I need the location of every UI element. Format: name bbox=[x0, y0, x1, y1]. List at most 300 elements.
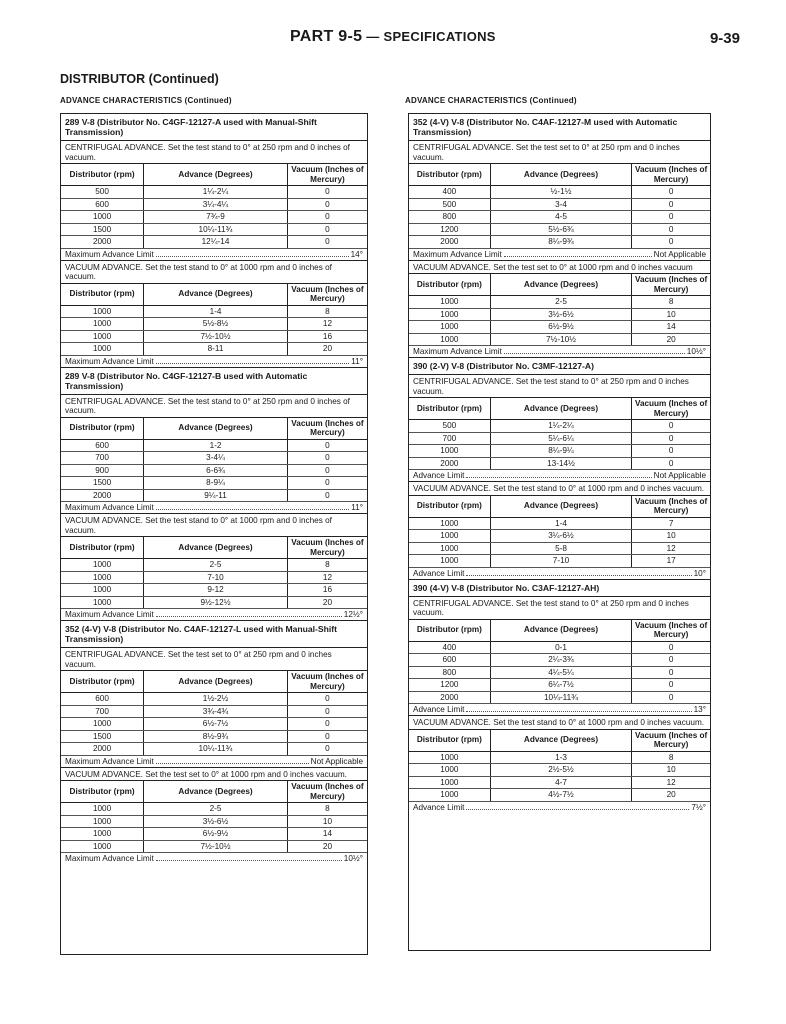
advance-cell: 1-2 bbox=[144, 439, 288, 452]
vacuum-header: Vacuum (Inches of Mercury) bbox=[632, 729, 710, 751]
table-header-row bbox=[409, 164, 710, 186]
subsection-instructions: CENTRIFUGAL ADVANCE. Set the test stand to 0° at 250 rpm and 0 inches of vacuum. bbox=[65, 143, 350, 162]
subsection-instructions: CENTRIFUGAL ADVANCE. Set the test set to 0° at 250 rpm and 0 inches vacuum. bbox=[413, 143, 680, 162]
vacuum-cell: 0 bbox=[287, 236, 367, 249]
advance-cell: 10¼-11¾ bbox=[144, 743, 288, 756]
distributor-rpm-header: Distributor (rpm) bbox=[61, 417, 144, 439]
table-row bbox=[61, 236, 367, 249]
advance-cell: 7-10 bbox=[144, 571, 288, 584]
advance-limit-value: Not Applicable bbox=[310, 756, 363, 766]
spec-block bbox=[61, 620, 367, 864]
rpm-cell: 2000 bbox=[409, 457, 490, 470]
spec-block bbox=[409, 114, 710, 357]
advance-cell: 4¼-5¼ bbox=[490, 666, 631, 679]
section-title: DISTRIBUTOR (Continued) bbox=[60, 72, 219, 86]
rpm-cell: 800 bbox=[409, 666, 490, 679]
rpm-cell: 1000 bbox=[61, 815, 144, 828]
vacuum-cell: 0 bbox=[287, 439, 367, 452]
spec-block-title: 289 V-8 (Distributor No. C4GF-12127-A used with Manual-Shift Transmission) bbox=[61, 114, 367, 141]
advance-cell: 0-1 bbox=[490, 641, 631, 654]
vacuum-cell: 14 bbox=[632, 321, 710, 334]
table-row bbox=[409, 223, 710, 236]
vacuum-cell: 0 bbox=[287, 186, 367, 199]
rpm-cell: 1000 bbox=[409, 542, 490, 555]
advance-limit-row bbox=[61, 609, 367, 620]
spec-block-title: 352 (4-V) V-8 (Distributor No. C4AF-12127-L used with Manual-Shift Transmission) bbox=[61, 621, 367, 648]
advance-cell: 9¼-11 bbox=[144, 489, 288, 502]
advance-cell: 2-5 bbox=[490, 296, 631, 309]
rpm-cell: 1000 bbox=[61, 211, 144, 224]
advance-cell: 5½-8½ bbox=[144, 318, 288, 331]
subsection-instructions: VACUUM ADVANCE. Set the test set to 0° at 1000 rpm and 0 inches vacuum bbox=[413, 262, 693, 272]
leader-dots bbox=[466, 704, 691, 712]
rpm-cell: 1000 bbox=[409, 517, 490, 530]
table-row bbox=[61, 559, 367, 572]
advance-cell: 5½-6¾ bbox=[490, 223, 631, 236]
advance-degrees-header: Advance (Degrees) bbox=[490, 729, 631, 751]
advance-table bbox=[409, 397, 710, 470]
distributor-rpm-header: Distributor (rpm) bbox=[61, 537, 144, 559]
right-spec-column bbox=[408, 113, 711, 951]
distributor-rpm-header: Distributor (rpm) bbox=[409, 164, 490, 186]
advance-cell: 1½-2½ bbox=[144, 693, 288, 706]
advance-limit-label: Advance Limit bbox=[413, 705, 465, 714]
advance-limit-value: 10° bbox=[693, 568, 706, 578]
table-row bbox=[61, 828, 367, 841]
table-header-row bbox=[61, 417, 367, 439]
advance-cell: 8-9¼ bbox=[144, 477, 288, 490]
advance-cell: 6½-7½ bbox=[144, 718, 288, 731]
rpm-cell: 700 bbox=[61, 452, 144, 465]
leader-dots bbox=[156, 609, 342, 617]
vacuum-cell: 8 bbox=[287, 305, 367, 318]
advance-limit-value: 10½° bbox=[686, 347, 706, 356]
advance-cell: 3½-6½ bbox=[144, 815, 288, 828]
vacuum-cell: 0 bbox=[632, 679, 710, 692]
table-row bbox=[409, 457, 710, 470]
table-row bbox=[409, 198, 710, 211]
table-row bbox=[409, 211, 710, 224]
rpm-cell: 1000 bbox=[409, 764, 490, 777]
advance-limit-label: Advance Limit bbox=[413, 471, 465, 480]
table-row bbox=[409, 186, 710, 199]
table-row bbox=[409, 517, 710, 530]
advance-limit-label: Maximum Advance Limit bbox=[413, 249, 502, 259]
rpm-cell: 1000 bbox=[61, 584, 144, 597]
advance-subsection bbox=[409, 260, 710, 358]
rpm-cell: 1000 bbox=[409, 789, 490, 802]
leader-dots bbox=[504, 249, 652, 257]
table-row bbox=[61, 318, 367, 331]
vacuum-cell: 0 bbox=[632, 198, 710, 211]
advance-limit-row bbox=[61, 249, 367, 260]
vacuum-cell: 0 bbox=[632, 641, 710, 654]
header-dash: — bbox=[362, 29, 384, 44]
vacuum-cell: 10 bbox=[287, 815, 367, 828]
vacuum-cell: 0 bbox=[287, 718, 367, 731]
advance-cell: 8¼-9¾ bbox=[490, 236, 631, 249]
spec-block-title: 390 (4-V) V-8 (Distributor No. C3AF-12127-AH) bbox=[409, 580, 710, 597]
rpm-cell: 500 bbox=[61, 186, 144, 199]
advance-subsection bbox=[61, 513, 367, 620]
table-row bbox=[61, 815, 367, 828]
advance-limit-label: Maximum Advance Limit bbox=[65, 854, 154, 863]
advance-table bbox=[61, 163, 367, 249]
vacuum-cell: 20 bbox=[632, 789, 710, 802]
table-row bbox=[409, 555, 710, 568]
advance-subsection bbox=[409, 141, 710, 260]
leader-dots bbox=[156, 853, 342, 861]
advance-cell: 12¼-14 bbox=[144, 236, 288, 249]
leader-dots bbox=[466, 470, 651, 478]
vacuum-cell: 10 bbox=[632, 308, 710, 321]
vacuum-header: Vacuum (Inches of Mercury) bbox=[287, 537, 367, 559]
advance-cell: 7½-10½ bbox=[144, 330, 288, 343]
table-header-row bbox=[409, 619, 710, 641]
distributor-rpm-header: Distributor (rpm) bbox=[61, 164, 144, 186]
advance-cell: 9-12 bbox=[144, 584, 288, 597]
rpm-cell: 1000 bbox=[409, 776, 490, 789]
rpm-cell: 1000 bbox=[61, 318, 144, 331]
rpm-cell: 2000 bbox=[409, 691, 490, 704]
advance-cell: 6½-9½ bbox=[490, 321, 631, 334]
vacuum-header: Vacuum (Inches of Mercury) bbox=[632, 274, 710, 296]
vacuum-header: Vacuum (Inches of Mercury) bbox=[287, 164, 367, 186]
advance-limit-label: Advance Limit bbox=[413, 568, 465, 578]
advance-limit-row bbox=[409, 802, 710, 813]
rpm-cell: 700 bbox=[61, 705, 144, 718]
vacuum-cell: 10 bbox=[632, 764, 710, 777]
header-title: SPECIFICATIONS bbox=[383, 29, 496, 44]
advance-subsection bbox=[409, 597, 710, 716]
advance-limit-label: Maximum Advance Limit bbox=[413, 347, 502, 356]
vacuum-cell: 0 bbox=[287, 198, 367, 211]
table-row bbox=[61, 330, 367, 343]
table-row bbox=[409, 789, 710, 802]
table-header-row bbox=[61, 164, 367, 186]
table-row bbox=[409, 666, 710, 679]
table-row bbox=[61, 705, 367, 718]
rpm-cell: 1000 bbox=[61, 305, 144, 318]
advance-cell: 1-3 bbox=[490, 751, 631, 764]
rpm-cell: 1000 bbox=[61, 343, 144, 356]
vacuum-cell: 0 bbox=[287, 489, 367, 502]
advance-limit-value: Not Applicable bbox=[653, 249, 706, 259]
table-row bbox=[61, 477, 367, 490]
advance-subsection bbox=[409, 715, 710, 813]
advance-cell: 1¼-2¼ bbox=[490, 420, 631, 433]
spec-block bbox=[409, 579, 710, 813]
rpm-cell: 1000 bbox=[61, 596, 144, 609]
leader-dots bbox=[466, 802, 689, 810]
rpm-cell: 1000 bbox=[409, 296, 490, 309]
table-row bbox=[61, 198, 367, 211]
rpm-cell: 1000 bbox=[409, 308, 490, 321]
rpm-cell: 600 bbox=[409, 654, 490, 667]
vacuum-cell: 0 bbox=[287, 730, 367, 743]
rpm-cell: 400 bbox=[409, 186, 490, 199]
table-header-row bbox=[61, 671, 367, 693]
rpm-cell: 1000 bbox=[61, 571, 144, 584]
vacuum-cell: 0 bbox=[287, 211, 367, 224]
advance-degrees-header: Advance (Degrees) bbox=[490, 619, 631, 641]
vacuum-cell: 12 bbox=[632, 776, 710, 789]
vacuum-cell: 8 bbox=[287, 803, 367, 816]
vacuum-cell: 0 bbox=[287, 705, 367, 718]
page-number: 9-39 bbox=[709, 30, 740, 47]
table-row bbox=[409, 445, 710, 458]
advance-cell: 3-4¼ bbox=[144, 452, 288, 465]
advance-cell: 8-11 bbox=[144, 343, 288, 356]
vacuum-header: Vacuum (Inches of Mercury) bbox=[632, 398, 710, 420]
vacuum-cell: 20 bbox=[287, 596, 367, 609]
subsection-instructions: CENTRIFUGAL ADVANCE. Set the test stand to 0° at 250 rpm and 0 inches vacuum. bbox=[413, 598, 689, 617]
table-header-row bbox=[409, 398, 710, 420]
advance-limit-value: 11° bbox=[351, 503, 363, 512]
table-row bbox=[409, 641, 710, 654]
advance-limit-value: 12½° bbox=[343, 610, 363, 619]
advance-limit-row bbox=[61, 853, 367, 864]
spec-block-title: 352 (4-V) V-8 (Distributor No. C4AF-12127-M used with Automatic Transmission) bbox=[409, 114, 710, 141]
advance-table bbox=[409, 163, 710, 249]
vacuum-header: Vacuum (Inches of Mercury) bbox=[287, 671, 367, 693]
table-row bbox=[409, 776, 710, 789]
vacuum-cell: 0 bbox=[632, 186, 710, 199]
advance-cell: 1¼-2¼ bbox=[144, 186, 288, 199]
vacuum-cell: 0 bbox=[632, 445, 710, 458]
table-row bbox=[61, 464, 367, 477]
advance-limit-value: 14° bbox=[350, 249, 363, 259]
advance-cell: 3½-6½ bbox=[490, 308, 631, 321]
spec-block-title: 289 V-8 (Distributor No. C4GF-12127-B used with Automatic Transmission) bbox=[61, 368, 367, 395]
vacuum-cell: 20 bbox=[632, 333, 710, 346]
advance-limit-label: Maximum Advance Limit bbox=[65, 249, 154, 259]
rpm-cell: 600 bbox=[61, 198, 144, 211]
spec-block bbox=[61, 367, 367, 621]
vacuum-cell: 10 bbox=[632, 530, 710, 543]
leader-dots bbox=[466, 568, 691, 576]
table-row bbox=[61, 596, 367, 609]
vacuum-cell: 0 bbox=[287, 743, 367, 756]
page-header bbox=[290, 28, 496, 46]
rpm-cell: 1000 bbox=[61, 840, 144, 853]
advance-cell: 2-5 bbox=[144, 803, 288, 816]
rpm-cell: 2000 bbox=[61, 743, 144, 756]
advance-cell: 2-5 bbox=[144, 559, 288, 572]
advance-cell: 4½-7½ bbox=[490, 789, 631, 802]
table-header-row bbox=[61, 781, 367, 803]
advance-degrees-header: Advance (Degrees) bbox=[490, 274, 631, 296]
distributor-rpm-header: Distributor (rpm) bbox=[409, 729, 490, 751]
table-header-row bbox=[61, 537, 367, 559]
vacuum-header: Vacuum (Inches of Mercury) bbox=[632, 495, 710, 517]
leader-dots bbox=[504, 346, 685, 354]
vacuum-cell: 0 bbox=[632, 654, 710, 667]
advance-limit-value: 13° bbox=[693, 705, 706, 714]
table-header-row bbox=[61, 283, 367, 305]
advance-limit-label: Maximum Advance Limit bbox=[65, 610, 154, 619]
advance-cell: 1-4 bbox=[144, 305, 288, 318]
vacuum-header: Vacuum (Inches of Mercury) bbox=[287, 417, 367, 439]
advance-subsection bbox=[61, 395, 367, 514]
advance-limit-label: Maximum Advance Limit bbox=[65, 503, 154, 512]
advance-degrees-header: Advance (Degrees) bbox=[144, 417, 288, 439]
subsection-instructions: CENTRIFUGAL ADVANCE. Set the test stand to 0° at 250 rpm and 0 inches vacuum. bbox=[413, 377, 689, 396]
table-row bbox=[61, 693, 367, 706]
leader-dots bbox=[156, 356, 349, 364]
vacuum-cell: 0 bbox=[632, 211, 710, 224]
table-row bbox=[61, 439, 367, 452]
rpm-cell: 1000 bbox=[409, 555, 490, 568]
vacuum-cell: 8 bbox=[632, 751, 710, 764]
advance-limit-label: Maximum Advance Limit bbox=[65, 356, 154, 366]
rpm-cell: 1000 bbox=[61, 803, 144, 816]
advance-cell: 3¼-4¼ bbox=[144, 198, 288, 211]
leader-dots bbox=[156, 249, 349, 257]
table-row bbox=[409, 308, 710, 321]
advance-limit-value: 7½° bbox=[691, 802, 706, 812]
rpm-cell: 1000 bbox=[61, 718, 144, 731]
advance-table bbox=[409, 273, 710, 346]
vacuum-header: Vacuum (Inches of Mercury) bbox=[632, 164, 710, 186]
advance-cell: 8¼-9¼ bbox=[490, 445, 631, 458]
distributor-rpm-header: Distributor (rpm) bbox=[61, 283, 144, 305]
vacuum-header: Vacuum (Inches of Mercury) bbox=[287, 781, 367, 803]
advance-cell: 7-10 bbox=[490, 555, 631, 568]
table-header-row bbox=[409, 495, 710, 517]
advance-subsection bbox=[61, 767, 367, 865]
table-row bbox=[61, 584, 367, 597]
leader-dots bbox=[156, 502, 349, 510]
advance-cell: 8½-9¾ bbox=[144, 730, 288, 743]
table-row bbox=[409, 679, 710, 692]
right-column-heading: ADVANCE CHARACTERISTICS (Continued) bbox=[405, 96, 577, 105]
advance-table bbox=[61, 536, 367, 609]
vacuum-cell: 0 bbox=[287, 464, 367, 477]
table-row bbox=[409, 542, 710, 555]
left-column-heading: ADVANCE CHARACTERISTICS (Continued) bbox=[60, 96, 232, 105]
subsection-instructions: CENTRIFUGAL ADVANCE. Set the test stand to 0° at 250 rpm and 0 inches of vacuum. bbox=[65, 396, 350, 415]
advance-cell: 2½-5½ bbox=[490, 764, 631, 777]
table-row bbox=[61, 743, 367, 756]
table-row bbox=[409, 236, 710, 249]
table-row bbox=[61, 223, 367, 236]
rpm-cell: 1000 bbox=[409, 530, 490, 543]
advance-degrees-header: Advance (Degrees) bbox=[144, 781, 288, 803]
advance-cell: 10¼-11¾ bbox=[144, 223, 288, 236]
advance-limit-row bbox=[61, 356, 367, 367]
vacuum-cell: 8 bbox=[632, 296, 710, 309]
part-label: PART 9-5 bbox=[290, 28, 363, 45]
advance-limit-label: Maximum Advance Limit bbox=[65, 756, 154, 766]
advance-cell: 7½-10½ bbox=[144, 840, 288, 853]
rpm-cell: 1000 bbox=[409, 333, 490, 346]
subsection-instructions: VACUUM ADVANCE. Set the test stand to 0° at 1000 rpm and 0 inches of vacuum. bbox=[65, 516, 332, 535]
advance-cell: 13-14½ bbox=[490, 457, 631, 470]
distributor-rpm-header: Distributor (rpm) bbox=[409, 274, 490, 296]
advance-cell: 6½-9½ bbox=[144, 828, 288, 841]
advance-table bbox=[61, 780, 367, 853]
vacuum-cell: 0 bbox=[632, 457, 710, 470]
rpm-cell: 1500 bbox=[61, 223, 144, 236]
table-row bbox=[409, 296, 710, 309]
spec-block bbox=[409, 357, 710, 579]
advance-limit-row bbox=[409, 704, 710, 715]
advance-limit-value: Not Applicable bbox=[653, 471, 706, 480]
table-row bbox=[409, 321, 710, 334]
advance-table bbox=[409, 729, 710, 802]
advance-limit-row bbox=[61, 502, 367, 513]
advance-subsection bbox=[61, 260, 367, 367]
left-spec-column bbox=[60, 113, 368, 955]
subsection-instructions: VACUUM ADVANCE. Set the test set to 0° at 1000 rpm and 0 inches vacuum. bbox=[65, 769, 347, 779]
rpm-cell: 800 bbox=[409, 211, 490, 224]
advance-cell: 7½-10½ bbox=[490, 333, 631, 346]
advance-cell: 6¼-7½ bbox=[490, 679, 631, 692]
rpm-cell: 2000 bbox=[61, 236, 144, 249]
vacuum-cell: 12 bbox=[632, 542, 710, 555]
leader-dots bbox=[156, 756, 309, 764]
rpm-cell: 1000 bbox=[61, 559, 144, 572]
table-row bbox=[409, 691, 710, 704]
table-row bbox=[61, 803, 367, 816]
subsection-instructions: VACUUM ADVANCE. Set the test stand to 0° at 1000 rpm and 0 inches vacuum. bbox=[413, 484, 705, 493]
advance-table bbox=[409, 495, 710, 568]
distributor-rpm-header: Distributor (rpm) bbox=[409, 495, 490, 517]
vacuum-cell: 20 bbox=[287, 840, 367, 853]
distributor-rpm-header: Distributor (rpm) bbox=[61, 671, 144, 693]
advance-cell: 9½-12½ bbox=[144, 596, 288, 609]
vacuum-cell: 16 bbox=[287, 330, 367, 343]
subsection-instructions: VACUUM ADVANCE. Set the test stand to 0° at 1000 rpm and 0 inches vacuum. bbox=[413, 718, 705, 727]
rpm-cell: 900 bbox=[61, 464, 144, 477]
table-row bbox=[61, 211, 367, 224]
advance-limit-label: Advance Limit bbox=[413, 802, 465, 812]
advance-cell: 7¾-9 bbox=[144, 211, 288, 224]
vacuum-cell: 17 bbox=[632, 555, 710, 568]
advance-cell: 4-7 bbox=[490, 776, 631, 789]
advance-cell: 5¼-6¼ bbox=[490, 432, 631, 445]
advance-subsection bbox=[409, 375, 710, 481]
vacuum-cell: 0 bbox=[632, 691, 710, 704]
rpm-cell: 1000 bbox=[61, 828, 144, 841]
vacuum-cell: 16 bbox=[287, 584, 367, 597]
advance-cell: 10¼-11¾ bbox=[490, 691, 631, 704]
distributor-rpm-header: Distributor (rpm) bbox=[409, 398, 490, 420]
advance-cell: 3-4 bbox=[490, 198, 631, 211]
advance-subsection bbox=[409, 481, 710, 579]
table-row bbox=[409, 333, 710, 346]
vacuum-cell: 0 bbox=[287, 223, 367, 236]
vacuum-header: Vacuum (Inches of Mercury) bbox=[287, 283, 367, 305]
distributor-rpm-header: Distributor (rpm) bbox=[61, 781, 144, 803]
rpm-cell: 500 bbox=[409, 420, 490, 433]
advance-cell: 1-4 bbox=[490, 517, 631, 530]
vacuum-cell: 14 bbox=[287, 828, 367, 841]
advance-degrees-header: Advance (Degrees) bbox=[490, 398, 631, 420]
advance-table bbox=[61, 670, 367, 756]
vacuum-cell: 0 bbox=[632, 223, 710, 236]
rpm-cell: 1000 bbox=[409, 321, 490, 334]
rpm-cell: 700 bbox=[409, 432, 490, 445]
advance-degrees-header: Advance (Degrees) bbox=[144, 537, 288, 559]
table-row bbox=[61, 718, 367, 731]
advance-table bbox=[61, 417, 367, 503]
table-row bbox=[409, 764, 710, 777]
vacuum-cell: 0 bbox=[287, 693, 367, 706]
advance-table bbox=[409, 619, 710, 705]
spec-block-title: 390 (2-V) V-8 (Distributor No. C3MF-12127-A) bbox=[409, 358, 710, 375]
